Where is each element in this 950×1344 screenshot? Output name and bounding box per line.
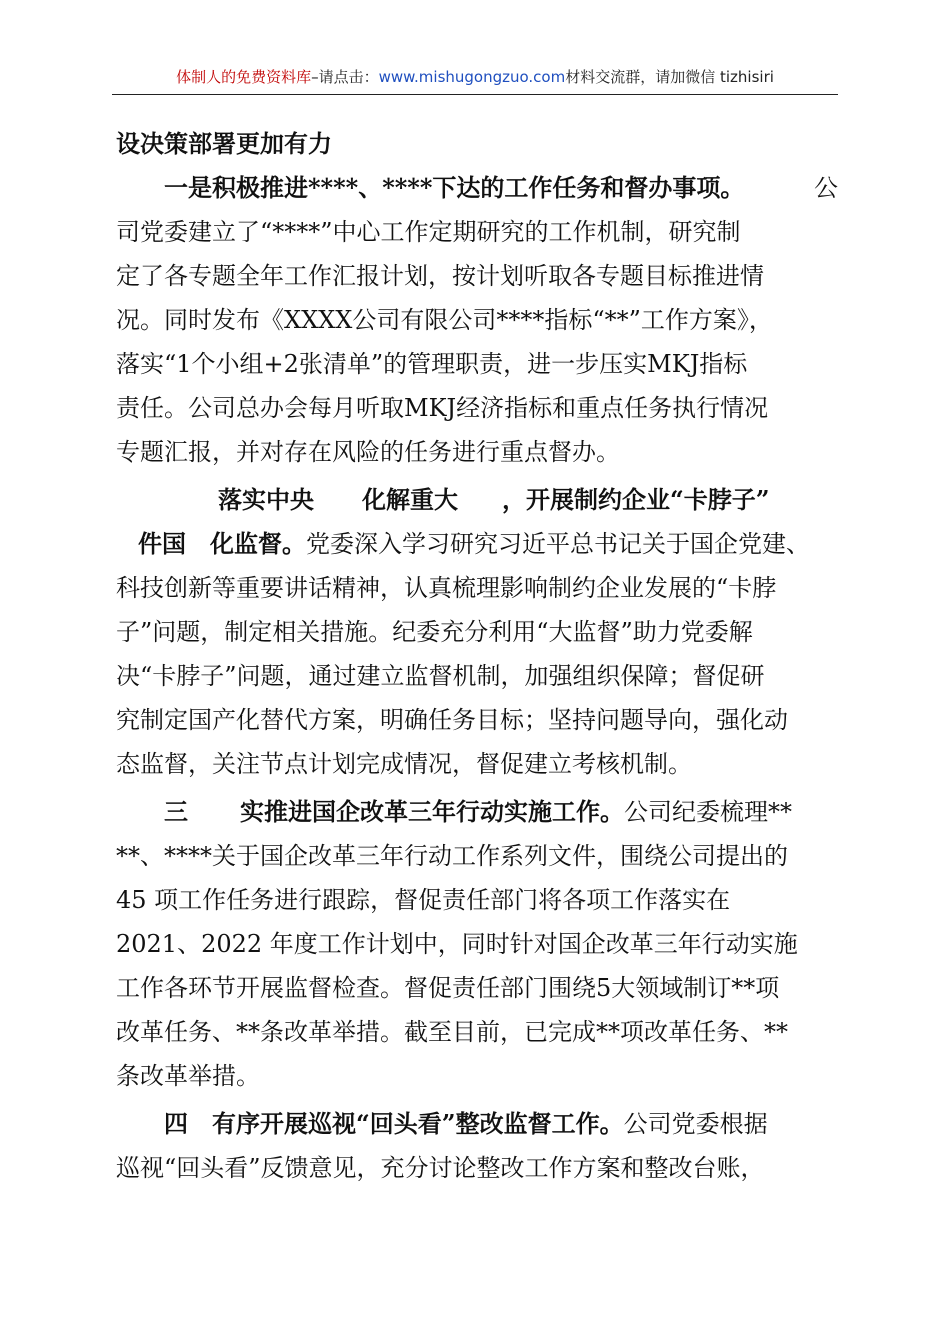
paragraph-2-line-2: 件国 化监督。 党委深入学习研究习近平总书记关于国企党建、 bbox=[138, 529, 810, 558]
paragraph-1-line-7: 专题汇报，并对存在风险的任务进行重点督办。 bbox=[116, 438, 620, 466]
document-body bbox=[116, 122, 838, 1190]
paragraph-1-line-4: 况。同时发布《XXXX公司有限公司****指标“**”工作方案》， bbox=[116, 306, 773, 334]
paragraph-1-line-2: 司党委建立了“****”中心工作定期研究的工作机制，研究制 bbox=[116, 218, 741, 246]
paragraph-1-line-3: 定了各专题全年工作汇报计划，按计划听取各专题目标推进情 bbox=[116, 262, 764, 290]
paragraph-2-line-1: 落实中央 化解重大 ，开展制约企业“卡脖子” bbox=[218, 485, 770, 514]
paragraph-3-line-7: 条改革举措。 bbox=[116, 1062, 260, 1090]
paragraph-1-line-1: 一是积极推进****、****下达的工作任务和督办事项。 公 bbox=[116, 166, 838, 210]
paragraph-2-line-4: 子”问题，制定相关措施。纪委充分利用“大监督”助力党委解 bbox=[116, 618, 753, 646]
page-header bbox=[112, 66, 838, 88]
line-1: 设决策部署更加有力 bbox=[116, 129, 332, 158]
paragraph-1-line-6: 责任。公司总办会每月听取MKJ经济指标和重点任务执行情况 bbox=[116, 394, 769, 422]
header-url-link[interactable]: www.mishugongzuo.com bbox=[378, 68, 566, 86]
paragraph-1-heading: 一是积极推进****、****下达的工作任务和督办事项。 bbox=[164, 173, 745, 202]
paragraph-3-line-3: 45 项工作任务进行跟踪，督促责任部门将各项工作落实在 bbox=[116, 886, 731, 914]
paragraph-3-line-4: 2021、2022 年度工作计划中，同时针对国企改革三年行动实施 bbox=[116, 930, 798, 958]
header-brand: 体制人的免费资料库 bbox=[176, 68, 312, 86]
paragraph-3-line-1: 三 实推进国企改革三年行动实施工作。 公司纪委梳理** bbox=[164, 797, 792, 826]
paragraph-3-line-5: 工作各环节开展监督检查。督促责任部门围绕5大领域制订**项 bbox=[116, 974, 780, 1002]
header-prompt: –请点击： bbox=[311, 68, 379, 86]
paragraph-2-line-5: 决“卡脖子”问题，通过建立监督机制，加强组织保障；督促研 bbox=[116, 662, 765, 690]
paragraph-2-line-3: 科技创新等重要讲话精神，认真梳理影响制约企业发展的“卡脖 bbox=[116, 574, 777, 602]
paragraph-3-line-6: 改革任务、**条改革举措。截至目前，已完成**项改革任务、** bbox=[116, 1018, 788, 1046]
header-note: 材料交流群，请加微信 tizhisiri bbox=[565, 68, 774, 86]
paragraph-4-line-1: 四 有序开展巡视“回头看”整改监督工作。 公司党委根据 bbox=[164, 1109, 768, 1138]
paragraph-2-line-7: 态监督，关注节点计划完成情况，督促建立考核机制。 bbox=[116, 750, 692, 778]
paragraph-3-line-2: **、****关于国企改革三年行动工作系列文件，围绕公司提出的 bbox=[116, 842, 788, 870]
header-divider bbox=[112, 94, 838, 95]
paragraph-4-line-2: 巡视“回头看”反馈意见，充分讨论整改工作方案和整改台账， bbox=[116, 1154, 765, 1182]
paragraph-1-line-5: 落实“1个小组+2张清单”的管理职责，进一步压实MKJ指标 bbox=[116, 350, 748, 378]
paragraph-2-line-6: 究制定国产化替代方案，明确任务目标；坚持问题导向，强化动 bbox=[116, 706, 788, 734]
